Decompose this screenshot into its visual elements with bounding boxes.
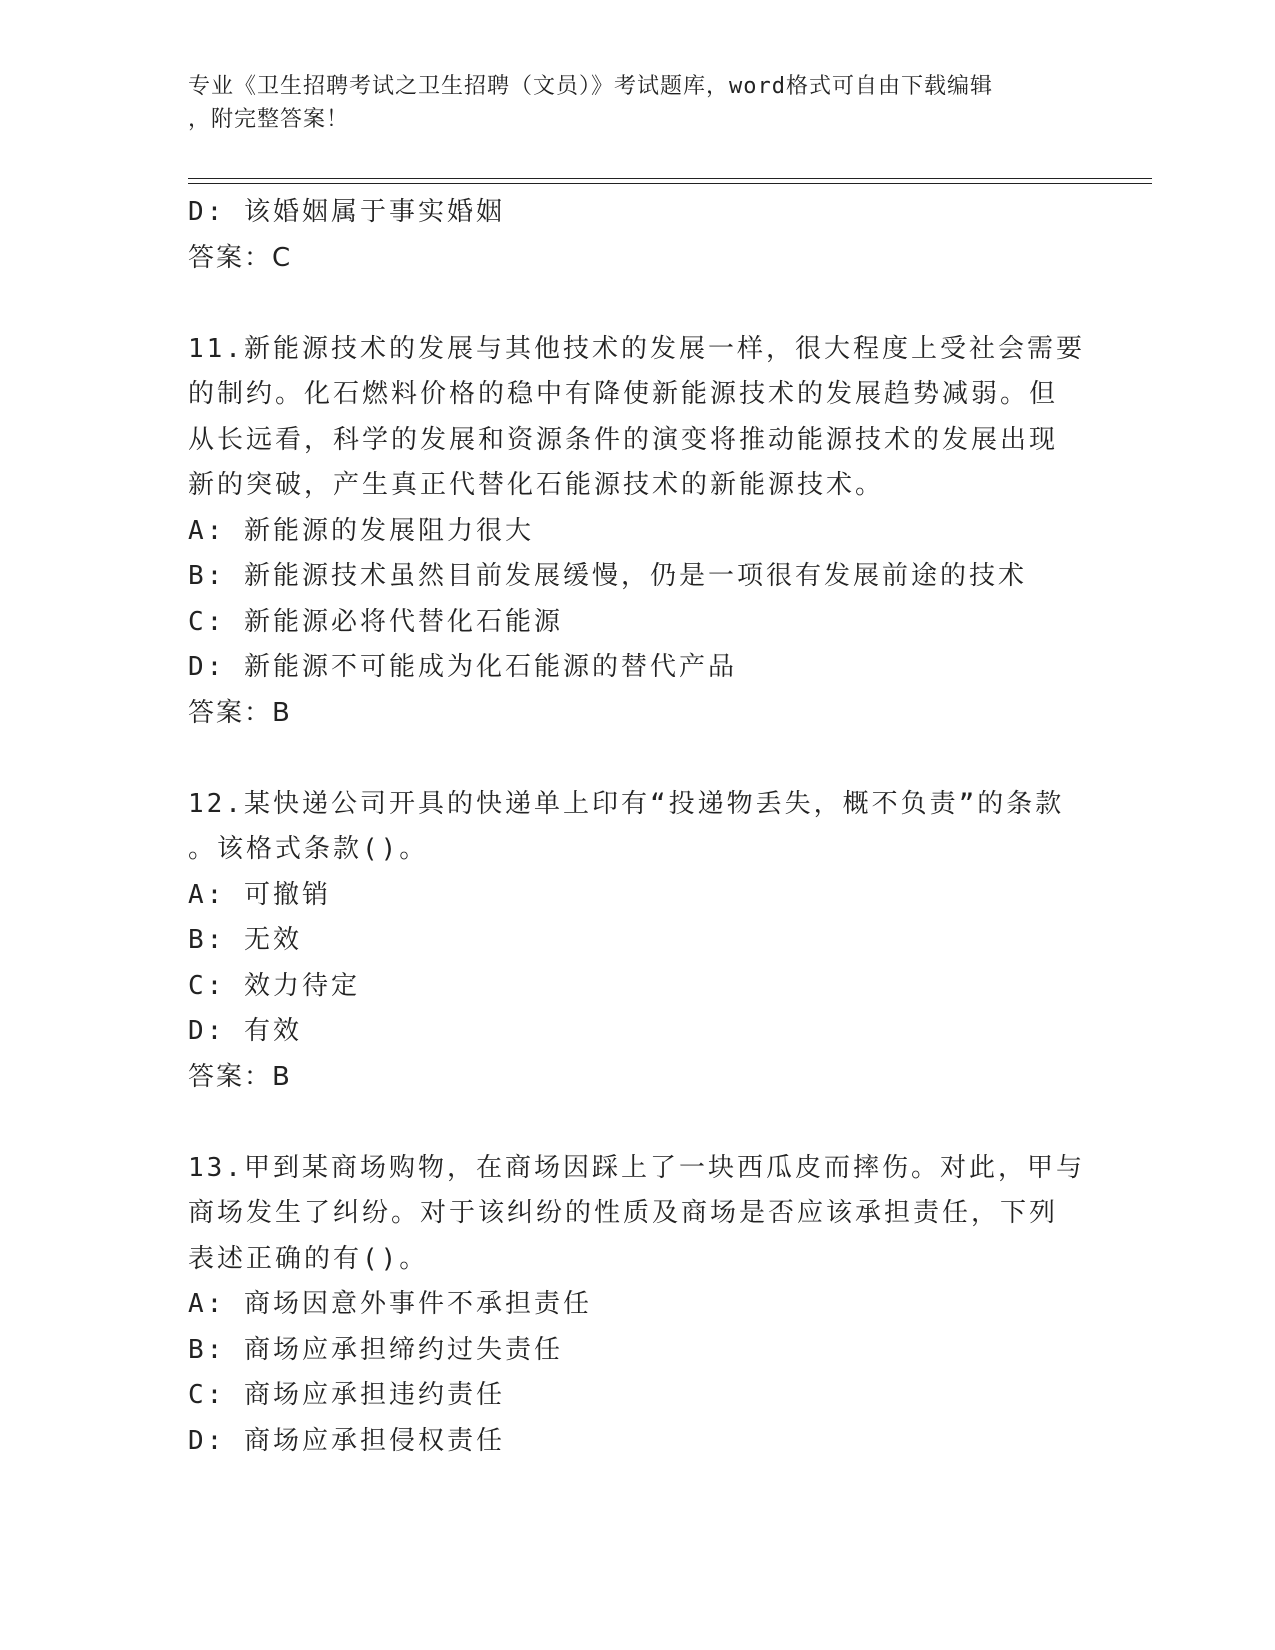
option-a: A: 商场因意外事件不承担责任 — [188, 1289, 592, 1319]
question-11 — [188, 327, 1088, 737]
question-12 — [188, 782, 1088, 1101]
option-c: C: 商场应承担违约责任 — [188, 1380, 505, 1410]
header-line-2: ，附完整答案！ — [188, 107, 350, 132]
option-b: B: 商场应承担缔约过失责任 — [188, 1334, 563, 1365]
option-b: B: 新能源技术虽然目前发展缓慢，仍是一项很有发展前途的技术 — [188, 561, 1027, 591]
option-a: A: 新能源的发展阻力很大 — [188, 515, 534, 546]
answer-line: 答案：B — [188, 1061, 292, 1092]
document-body — [188, 190, 1088, 1464]
header-line-1: 专业《卫生招聘考试之卫生招聘（文员）》考试题库，word格式可自由下载编辑 — [188, 74, 993, 99]
option-c: C: 效力待定 — [188, 970, 360, 1001]
option-d: D: 新能源不可能成为化石能源的替代产品 — [188, 652, 737, 682]
previous-question-tail — [188, 190, 1088, 281]
question-stem-line: 新的突破，产生真正代替化石能源技术的新能源技术。 — [188, 470, 885, 500]
question-stem-line: 12.某快递公司开具的快递单上印有“投递物丢失，概不负责”的条款 — [188, 788, 1065, 819]
question-stem-line: 表述正确的有()。 — [188, 1243, 429, 1274]
header-rule-top — [188, 178, 1152, 179]
option-d: D: 有效 — [188, 1016, 302, 1046]
question-stem-line: 商场发生了纠纷。对于该纠纷的性质及商场是否应该承担责任，下列 — [188, 1198, 1059, 1228]
option-d: D: 该婚姻属于事实婚姻 — [188, 197, 505, 227]
header-rule-bottom — [188, 183, 1152, 184]
answer-line: 答案：B — [188, 697, 292, 728]
option-d: D: 商场应承担侵权责任 — [188, 1425, 505, 1456]
question-stem-line: 。该格式条款()。 — [188, 834, 429, 864]
question-stem-line: 11.新能源技术的发展与其他技术的发展一样，很大程度上受社会需要 — [188, 333, 1085, 364]
answer-line: 答案：C — [188, 242, 293, 273]
option-a: A: 可撤销 — [188, 879, 331, 910]
question-13 — [188, 1146, 1088, 1465]
question-stem-line: 13.甲到某商场购物，在商场因踩上了一块西瓜皮而摔伤。对此，甲与 — [188, 1152, 1085, 1183]
option-b: B: 无效 — [188, 925, 302, 955]
page-header — [188, 70, 1068, 136]
question-stem-line: 的制约。化石燃料价格的稳中有降使新能源技术的发展趋势减弱。但 — [188, 379, 1059, 409]
question-stem-line: 从长远看，科学的发展和资源条件的演变将推动能源技术的发展出现 — [188, 424, 1059, 455]
option-c: C: 新能源必将代替化石能源 — [188, 606, 563, 637]
